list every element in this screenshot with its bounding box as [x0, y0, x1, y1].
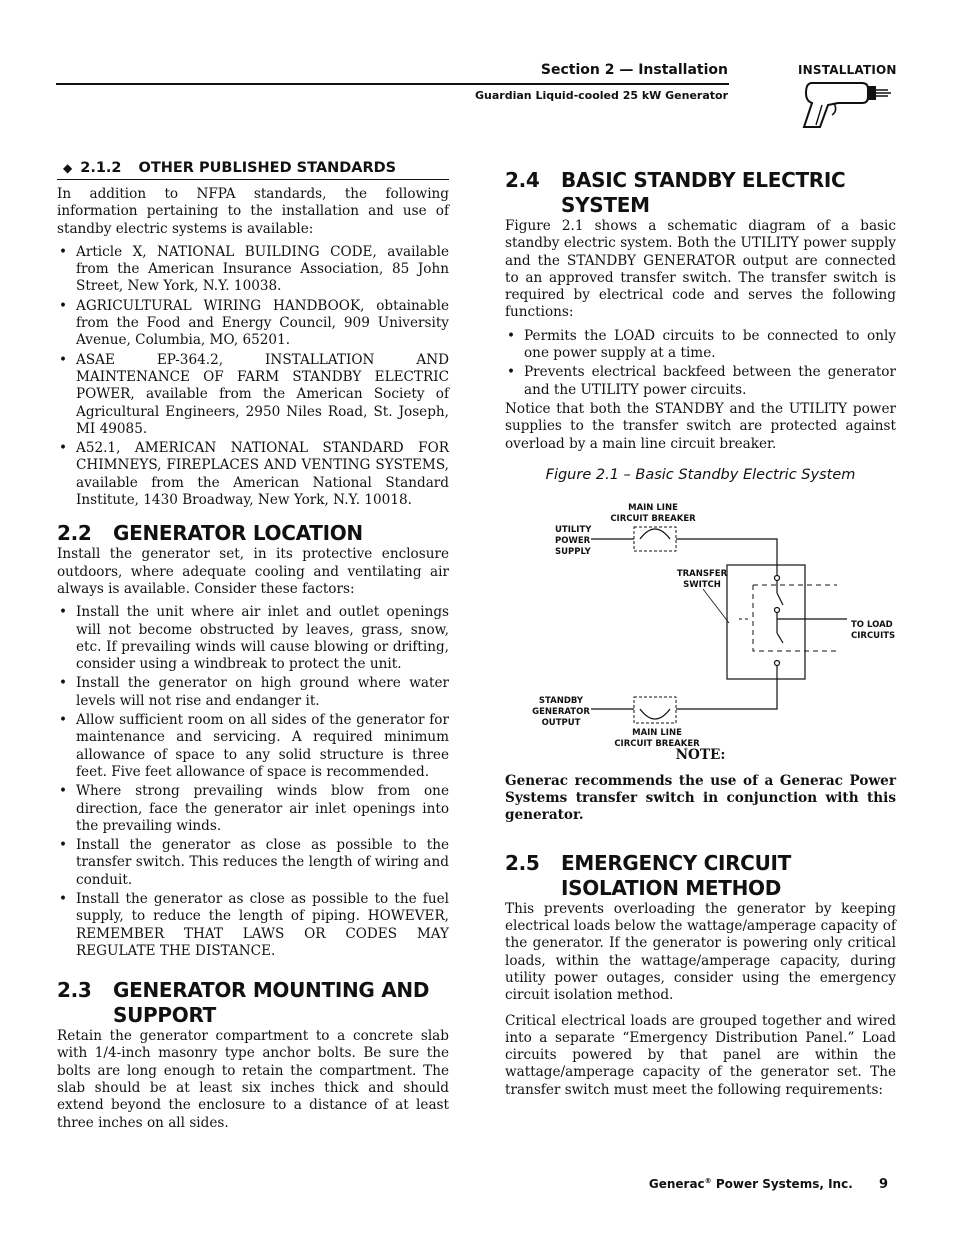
list-item: • Permits the LOAD circuits to be connected to only one power supply at a time.: [505, 328, 896, 363]
list-item: • Article X, NATIONAL BUILDING CODE, available from the American Insurance Association, 85 John Street, New York, N.Y. 10038.: [57, 244, 449, 296]
subsection-number: 2.1.2: [80, 160, 122, 176]
section-heading-2-3: [57, 978, 449, 1028]
list-item: • Install the generator as close as possible to the fuel supply, to reduce the length of piping. HOWEVER, REMEMBER THAT LAWS OR CODES MAY REGULATE THE DISTANCE.: [57, 891, 449, 960]
list-item: • A52.1, AMERICAN NATIONAL STANDARD FOR CHIMNEYS, FIREPLACES AND VENTING SYSTEMS, available from the American National Standard Institute, 1430 Broadway, New York, N.Y. 10018.: [57, 440, 449, 509]
list-item: • Prevents electrical backfeed between the generator and the UTILITY power circuits.: [505, 364, 896, 399]
transfer-switch-label: TRANSFER: [676, 568, 727, 579]
section-heading-2-5: [505, 851, 896, 901]
footer-company-rest: Power Systems, Inc.: [711, 1177, 853, 1191]
section-number: 2.2: [57, 521, 92, 546]
mounting-body: Retain the generator compartment to a concrete slab with 1/4-inch masonry type anchor bolts. Be sure the bolts are long enough to retain the compartment. The slab should be at least six inches thick and should extend beyond the enclosure to a distance of at least three inches on all sides.: [57, 1028, 449, 1131]
page-footer: [649, 1177, 888, 1192]
standby-intro: Figure 2.1 shows a schematic diagram of a basic standby electric system. Both the UTILITY power supply and the STANDBY GENERATOR output are connected to an approved transfer switch. The transfer switch is required by electrical code and serves the following functions:: [505, 218, 896, 321]
note-heading: NOTE:: [675, 746, 726, 763]
section-title: EMERGENCY CIRCUIT ISOLATION METHOD: [561, 850, 791, 900]
page-number: 9: [878, 1177, 888, 1192]
subsection-heading-2-1-2: [57, 160, 449, 180]
drill-icon: [798, 75, 893, 130]
isolation-para-1: This prevents overloading the generator by keeping electrical loads below the wattage/amperage capacity of the generator. If the generator is powering only critical loads, within the wattage/amperage capacity, during utility power outages, consider using the emergency circuit isolation method.: [505, 900, 896, 1004]
svg-text:OUTPUT: OUTPUT: [541, 717, 580, 728]
svg-text:SWITCH: SWITCH: [682, 579, 721, 590]
main-breaker-top-symbol: [634, 527, 676, 551]
transfer-switch-box: [727, 565, 805, 679]
diamond-bullet-icon: ◆: [63, 161, 73, 175]
standby-system-schematic: [521, 493, 895, 749]
svg-text:POWER: POWER: [554, 535, 590, 546]
registered-mark: ®: [704, 1177, 712, 1185]
isolation-para-2: Critical electrical loads are grouped together and wired into a separate “Emergency Distribution Panel.” Load circuits powered by that panel are within the wattage/amperage capacity of the generator set. The transfer switch must meet the following requirements:: [505, 1012, 896, 1098]
standards-intro: In addition to NFPA standards, the following information pertaining to the installation and use of standby electric systems is available:: [57, 186, 449, 237]
svg-text:SUPPLY: SUPPLY: [554, 546, 591, 557]
list-item: • Install the unit where air inlet and outlet openings will not become obstructed by leaves, grass, snow, etc. If prevailing winds will cause blowing or drifting, consider using a windbreak to protect the unit.: [57, 604, 449, 673]
list-item: • Allow sufficient room on all sides of the generator for maintenance and servicing. A required minimum allowance of space to any solid structure is three feet. Five feet allowance of space is recommended.: [57, 712, 449, 781]
section-title: GENERATOR MOUNTING AND SUPPORT: [113, 978, 430, 1028]
list-item: • AGRICULTURAL WIRING HANDBOOK, obtainable from the Food and Energy Council, 909 University Avenue, Columbia, MO, 65201.: [57, 298, 449, 350]
header-rule: [56, 83, 729, 85]
main-breaker-bottom-symbol: [634, 697, 676, 723]
section-heading-2-4: [505, 168, 896, 218]
installation-badge-label: INSTALLATION: [798, 63, 897, 77]
list-item: • Install the generator as close as possible to the transfer switch. This reduces the length of wiring and conduit.: [57, 837, 449, 889]
section-heading-2-2: [57, 521, 449, 546]
section-title: BASIC STANDBY ELECTRIC SYSTEM: [561, 168, 846, 217]
header-subtitle: Guardian Liquid-cooled 25 kW Generator: [475, 89, 728, 102]
svg-text:CIRCUIT BREAKER: CIRCUIT BREAKER: [613, 738, 700, 749]
main-breaker-top-label: MAIN LINE: [627, 502, 678, 513]
section-title: GENERATOR LOCATION: [113, 521, 363, 546]
utility-supply-label: UTILITY: [554, 524, 591, 535]
list-item: • Where strong prevailing winds blow from one direction, face the generator air inlet openings into the prevailing winds.: [57, 783, 449, 835]
note-body: Generac recommends the use of a Generac Power Systems transfer switch in conjunction with this generator.: [505, 772, 896, 824]
section-number: 2.3: [57, 978, 92, 1003]
location-intro: Install the generator set, in its protective enclosure outdoors, where adequate cooling and ventilating air always is available. Consider these factors:: [57, 546, 449, 597]
svg-text:CIRCUIT BREAKER: CIRCUIT BREAKER: [609, 513, 696, 524]
svg-text:GENERATOR: GENERATOR: [531, 706, 590, 717]
main-breaker-bottom-label: MAIN LINE: [631, 727, 682, 738]
left-column: [57, 160, 449, 1132]
installation-badge: [790, 62, 910, 130]
to-load-circuits-label: TO LOAD: [850, 619, 893, 630]
section-number: 2.5: [505, 850, 540, 875]
standards-list: [57, 244, 449, 509]
standby-closing: Notice that both the STANDBY and the UTILITY power supplies to the transfer switch are protected against overload by a main line circuit breaker.: [505, 400, 896, 452]
right-column: [505, 168, 896, 1099]
section-number: 2.4: [505, 168, 540, 192]
list-item: • Install the generator on high ground where water levels will not rise and endanger it.: [57, 675, 449, 710]
svg-text:CIRCUITS: CIRCUITS: [850, 630, 895, 641]
subsection-title: OTHER PUBLISHED STANDARDS: [138, 160, 397, 176]
header-section-title: Section 2 — Installation: [540, 62, 728, 78]
figure-caption: Figure 2.1 – Basic Standby Electric System: [545, 466, 856, 483]
location-factors-list: [57, 604, 449, 960]
list-item: • ASAE EP-364.2, INSTALLATION AND MAINTENANCE OF FARM STANDBY ELECTRIC POWER, available from the American Society of Agricultural Engineers, 2950 Niles Road, St. Joseph, MI 49085.: [57, 352, 449, 438]
standby-output-label: STANDBY: [538, 695, 583, 706]
footer-company: Generac: [648, 1177, 705, 1191]
transfer-switch-functions-list: [505, 328, 896, 399]
